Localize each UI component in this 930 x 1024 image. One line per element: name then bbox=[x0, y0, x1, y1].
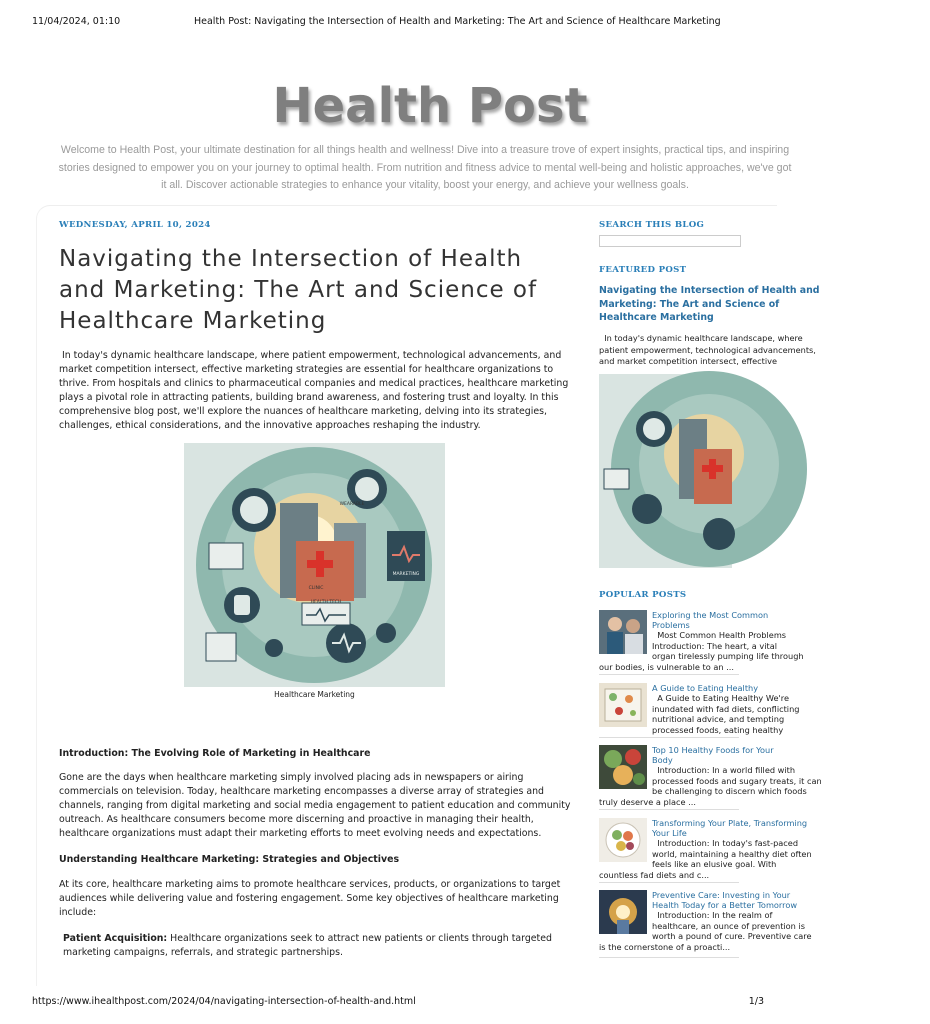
popular-post-link[interactable] bbox=[652, 610, 769, 630]
featured-post-heading: FEATURED POST bbox=[599, 265, 687, 275]
illustration-label: CLINIC bbox=[308, 586, 324, 591]
popular-post-divider bbox=[599, 674, 739, 675]
popular-post-snippet bbox=[599, 693, 800, 735]
popular-post-divider bbox=[599, 737, 739, 738]
illustration-label: HEALTH TECH bbox=[310, 600, 342, 605]
featured-post-link[interactable] bbox=[599, 284, 820, 325]
snippet-line: healthcare, an ounce of prevention is bbox=[652, 920, 806, 931]
section-heading: Introduction: The Evolving Role of Marketing in Healthcare bbox=[59, 748, 371, 759]
featured-snippet-line: and market competition intersect, effective bbox=[599, 356, 778, 366]
site-description-line: it all. Discover actionable strategies to enhance your vitality, boost your energy, and achieve your wellness goals. bbox=[161, 179, 689, 191]
popular-post-link[interactable] bbox=[652, 818, 808, 838]
popular-post-snippet bbox=[599, 630, 804, 672]
snippet-line: nutritional advice, and tempting bbox=[652, 714, 785, 724]
site-description-line: stories designed to empower you on your journey to optimal health. From nutrition and fitness advice to mental well-being and holistic approaches, we've got bbox=[58, 161, 792, 174]
popular-post-title-line: Problems bbox=[652, 620, 690, 630]
popular-post-link[interactable] bbox=[652, 745, 774, 765]
featured-snippet-line: patient empowerment, technological advancements, bbox=[599, 344, 816, 355]
illustration-label: MARKETING bbox=[392, 572, 420, 577]
snippet-line: Introduction: In today's fast-paced bbox=[652, 838, 799, 848]
popular-post-divider bbox=[599, 809, 739, 810]
list-item bbox=[63, 932, 575, 960]
popular-post-title-line: Body bbox=[652, 755, 673, 765]
popular-post[interactable] bbox=[599, 890, 812, 952]
popular-post-snippet bbox=[599, 838, 812, 880]
healthcare-marketing-illustration bbox=[184, 443, 445, 687]
list-item-label: Patient Acquisition: bbox=[63, 933, 168, 944]
featured-post-snippet bbox=[599, 333, 816, 368]
search-input[interactable] bbox=[599, 235, 741, 247]
popular-post-title-line: Top 10 Healthy Foods for Your bbox=[652, 745, 774, 755]
snippet-line: Introduction: In a world filled with bbox=[652, 765, 796, 775]
print-header bbox=[32, 16, 768, 30]
post-intro: In today's dynamic healthcare landscape, where patient empowerment, technological advancements, and market competition intersect, effective marketing strategies are essential for healthcare organizations to thrive. From hospitals and clinics to pharmaceutical companies and medical practices, healthcare marketing plays a pivotal role in attracting patients, building brand awareness, and fostering trust and loyalty. In this comprehensive blog post, we'll explore the nuances of healthcare marketing, delving into its strategies, challenges, ethical considerations, and the innovative approaches reshaping the industry. bbox=[59, 350, 569, 431]
snippet-line: truly deserve a place ... bbox=[599, 796, 696, 807]
popular-post-link[interactable] bbox=[652, 890, 798, 910]
snippet-line: is the cornerstone of a proacti... bbox=[599, 941, 731, 952]
popular-post-title-line: Transforming Your Plate, Transforming bbox=[652, 818, 808, 828]
snippet-line: our bodies, is vulnerable to an ... bbox=[599, 661, 734, 672]
section-heading: Understanding Healthcare Marketing: Strategies and Objectives bbox=[59, 854, 400, 865]
section-paragraph: Gone are the days when healthcare marketing simply involved placing ads in newspapers or airing commercials on television. Today, healthcare marketing encompasses a diverse array of strategies and channels, ranging from digital marketing and social media engagement to patient education and community outreach. As healthcare consumers become more discerning and proactive in managing their health, healthcare organizations must adapt their marketing efforts to meet evolving needs and expectations. bbox=[59, 772, 571, 839]
popular-post-snippet bbox=[599, 765, 822, 807]
popular-post-link[interactable] bbox=[652, 683, 759, 693]
popular-posts-heading: POPULAR POSTS bbox=[599, 590, 687, 600]
snippet-line: be challenging to discern which foods bbox=[652, 786, 807, 796]
popular-post-title-line: Preventive Care: Investing in Your bbox=[652, 890, 791, 900]
snippet-line: feels like an elusive goal. With bbox=[652, 859, 777, 869]
site-title[interactable]: Health Post bbox=[272, 78, 588, 134]
print-url: https://www.ihealthpost.com/2024/04/navigating-intersection-of-health-and.html bbox=[32, 996, 416, 1007]
post-title: Navigating the Intersection of Health and Marketing: The Art and Science of Healthcare Marketing bbox=[59, 246, 538, 334]
popular-post-title-line: Your Life bbox=[652, 828, 687, 838]
print-doc-title: Health Post: Navigating the Intersection of Health and Marketing: The Art and Science of Healthcare Marketing bbox=[194, 16, 721, 27]
section-paragraph: At its core, healthcare marketing aims to promote healthcare services, products, or organizations to target audiences while delivering value and fostering engagement. Some key objectives of healthcare marketing include: bbox=[59, 879, 561, 918]
snippet-line: processed foods, eating healthy bbox=[652, 724, 784, 735]
site-description bbox=[0, 142, 930, 195]
popular-post[interactable] bbox=[599, 745, 822, 807]
featured-illustration bbox=[599, 374, 732, 568]
snippet-line: Introduction: In the realm of bbox=[652, 910, 773, 920]
featured-title-line: Healthcare Marketing bbox=[599, 312, 714, 323]
snippet-line: inundated with fad diets, conflicting bbox=[652, 703, 800, 714]
popular-post[interactable] bbox=[599, 610, 804, 672]
snippet-line: A Guide to Eating Healthy We're bbox=[652, 693, 789, 703]
popular-post-title-line: A Guide to Eating Healthy bbox=[652, 683, 759, 693]
snippet-line: world, maintaining a healthy diet often bbox=[652, 848, 812, 859]
popular-post[interactable] bbox=[599, 683, 800, 741]
snippet-line: Most Common Health Problems bbox=[652, 630, 787, 640]
search-heading: SEARCH THIS BLOG bbox=[599, 220, 705, 230]
illustration-label: WEARABLE bbox=[339, 502, 365, 507]
featured-snippet-line: In today's dynamic healthcare landscape, where bbox=[599, 333, 803, 343]
post-image-healthcare-marketing[interactable] bbox=[184, 443, 445, 687]
image-caption: Healthcare Marketing bbox=[274, 690, 355, 699]
snippet-line: countless fad diets and c... bbox=[599, 869, 710, 880]
featured-post-image[interactable] bbox=[599, 374, 732, 568]
snippet-line: organ tirelessly pumping life through bbox=[652, 651, 804, 661]
print-datetime: 11/04/2024, 01:10 bbox=[32, 16, 121, 27]
snippet-line: worth a pound of cure. Preventive care bbox=[652, 931, 812, 941]
popular-post-divider bbox=[599, 882, 739, 883]
popular-post-divider bbox=[599, 957, 739, 958]
popular-post-title-line: Health Today for a Better Tomorrow bbox=[652, 900, 798, 910]
list-item-text: Healthcare organizations seek to attract new patients or clients through targeted marketing campaigns, referrals, and strategic partnerships. bbox=[63, 933, 552, 958]
featured-title-line: Marketing: The Art and Science of bbox=[599, 298, 780, 310]
featured-title-line: Navigating the Intersection of Health and bbox=[599, 285, 820, 296]
snippet-line: processed foods and sugary treats, it can bbox=[652, 775, 822, 786]
popular-post-snippet bbox=[599, 910, 812, 952]
popular-post-title-line: Exploring the Most Common bbox=[652, 610, 769, 620]
snippet-line: Introduction: The heart, a vital bbox=[652, 640, 778, 651]
post-date: WEDNESDAY, APRIL 10, 2024 bbox=[59, 220, 211, 230]
print-page-number: 1/3 bbox=[748, 996, 764, 1007]
site-description-line: Welcome to Health Post, your ultimate destination for all things health and wellness! Dive into a treasure trove of expert insights, practical tips, and inspiring bbox=[60, 144, 790, 156]
popular-post[interactable] bbox=[599, 818, 812, 880]
